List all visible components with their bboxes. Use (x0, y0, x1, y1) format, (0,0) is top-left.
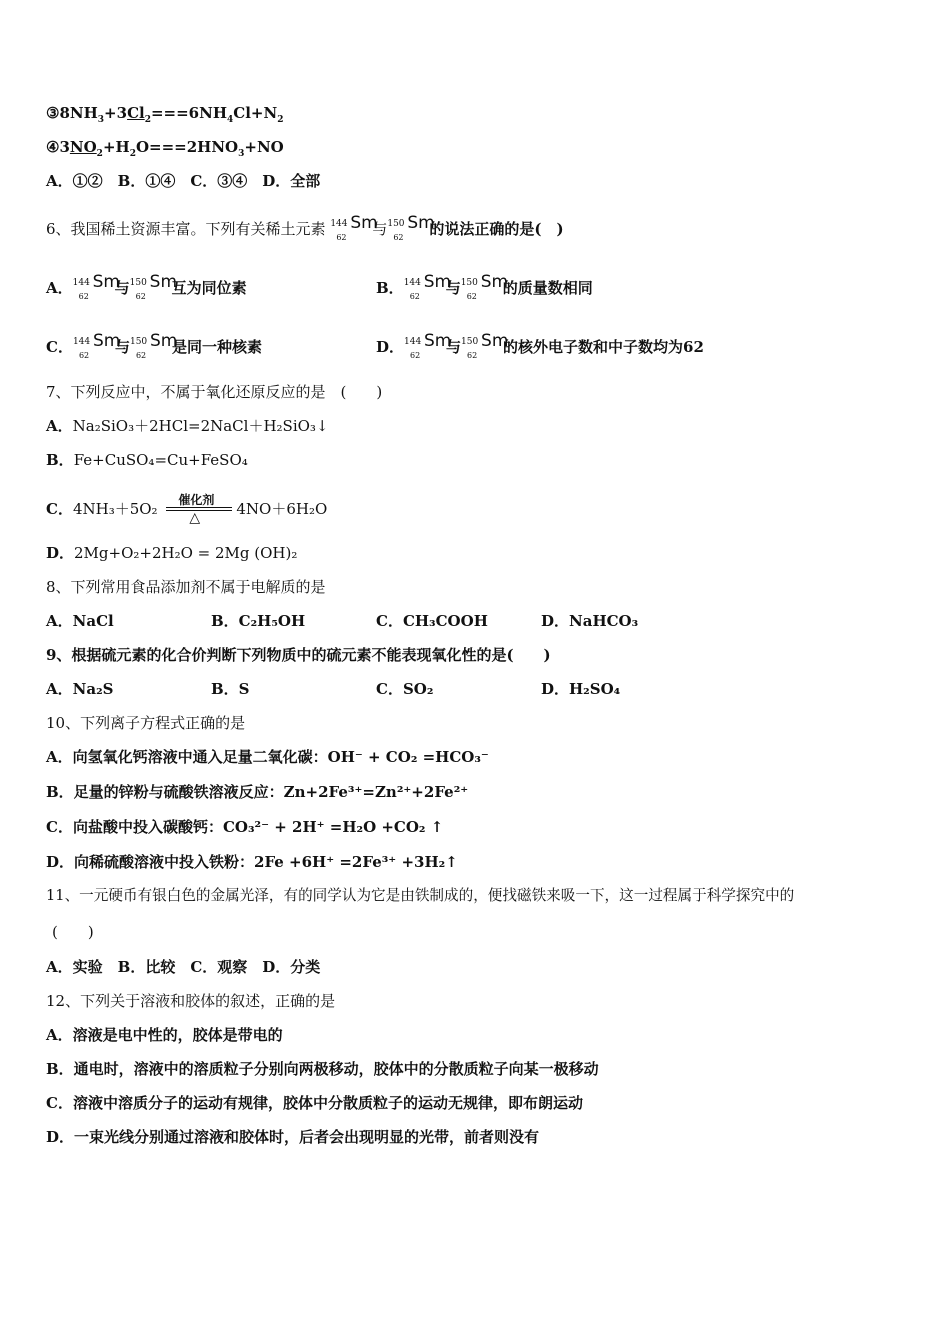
q7-stem: 7、下列反应中，不属于氧化还原反应的是 ( ) (46, 383, 383, 401)
q11-paren: ( ) (52, 923, 94, 941)
q8-option-d: D．NaHCO₃ (541, 612, 639, 630)
q9-option-b: B．S (211, 680, 250, 698)
q8-option-a: A．NaCl (46, 612, 114, 630)
q6-stem: 6、我国稀土资源丰富。下列有关稀土元素 144 62 Sm 与 150 62 Sm 的说法正确的是( ) (46, 213, 564, 242)
q10-option-b: B．足量的锌粉与硫酸铁溶液反应：Zn+2Fe³⁺=Zn²⁺+2Fe²⁺ (46, 783, 469, 801)
q9-option-d: D．H₂SO₄ (541, 680, 621, 698)
q8-stem: 8、下列常用食品添加剂不属于电解质的是 (46, 578, 326, 596)
isotope-150sm: 150 62 Sm (387, 213, 435, 242)
q10-stem: 10、下列离子方程式正确的是 (46, 714, 246, 732)
q10-option-c: C．向盐酸中投入碳酸钙：CO₃²⁻ + 2H⁺ =H₂O +CO₂ ↑ (46, 818, 444, 836)
q8-option-b: B．C₂H₅OH (211, 612, 306, 630)
q5-item3: $③8NH_3+3Cl_2===6NH_4Cl+N_2$ (46, 104, 284, 125)
q11-stem: 11、一元硬币有银白色的金属光泽，有的同学认为它是由铁制成的，便找磁铁来吸一下，这一过程属于科学探究中的 (46, 887, 795, 904)
q6-option-b: B． 144 62 Sm 与 150 62 Sm 的质量数相同 (376, 272, 593, 301)
q10-option-d: D．向稀硫酸溶液中投入铁粉：2Fe +6H⁺ =2Fe³⁺ +3H₂↑ (46, 853, 458, 871)
isotope-144sm: 144 62 Sm (330, 213, 378, 242)
q9-stem: 9、根据硫元素的化合价判断下列物质中的硫元素不能表现氧化性的是( ) (46, 646, 551, 664)
q7-option-a: A．Na₂SiO₃＋2HCl=2NaCl＋H₂SiO₃↓ (46, 417, 329, 435)
q12-option-b: B．通电时，溶液中的溶质粒子分别向两极移动，胶体中的分散质粒子向某一极移动 (46, 1060, 599, 1078)
q11-options: A．实验 B．比较 C．观察 D．分类 (46, 958, 321, 976)
q10-option-a: A．向氢氧化钙溶液中通入足量二氧化碳：OH⁻ + CO₂ =HCO₃⁻ (46, 748, 489, 766)
q5-item4: $④3NO_2+H_2O===2HNO_3+NO$ (46, 138, 284, 159)
q6-option-c: C． 144 62 Sm 与 150 62 Sm 是同一种核素 (46, 331, 262, 360)
q8-option-c: C．CH₃COOH (376, 612, 488, 630)
q12-option-c: C．溶液中溶质分子的运动有规律，胶体中分散质粒子的运动无规律，即布朗运动 (46, 1094, 583, 1112)
q7-option-d: D．2Mg+O₂+2H₂O = 2Mg (OH)₂ (46, 544, 298, 562)
q12-stem: 12、下列关于溶液和胶体的叙述，正确的是 (46, 992, 336, 1010)
q12-option-a: A．溶液是电中性的，胶体是带电的 (46, 1026, 283, 1044)
q9-option-a: A．Na₂S (46, 680, 114, 698)
q12-option-d: D．一束光线分别通过溶液和胶体时，后者会出现明显的光带，前者则没有 (46, 1128, 540, 1146)
q5-options: A．①② B．①④ C．③④ D．全部 (46, 172, 321, 190)
q6-option-d: D． 144 62 Sm 与 150 62 Sm 的核外电子数和中子数均为62 (376, 331, 704, 360)
q7-option-c: C．4NH₃＋5O₂ 催化剂 △ 4NO＋6H₂O (46, 493, 328, 526)
q7-option-b: B．Fe+CuSO₄=Cu+FeSO₄ (46, 451, 248, 469)
q6-option-a: A． 144 62 Sm 与 150 62 Sm 互为同位素 (46, 272, 247, 301)
q9-option-c: C．SO₂ (376, 680, 434, 698)
catalyst-arrow: 催化剂 △ (164, 496, 234, 520)
